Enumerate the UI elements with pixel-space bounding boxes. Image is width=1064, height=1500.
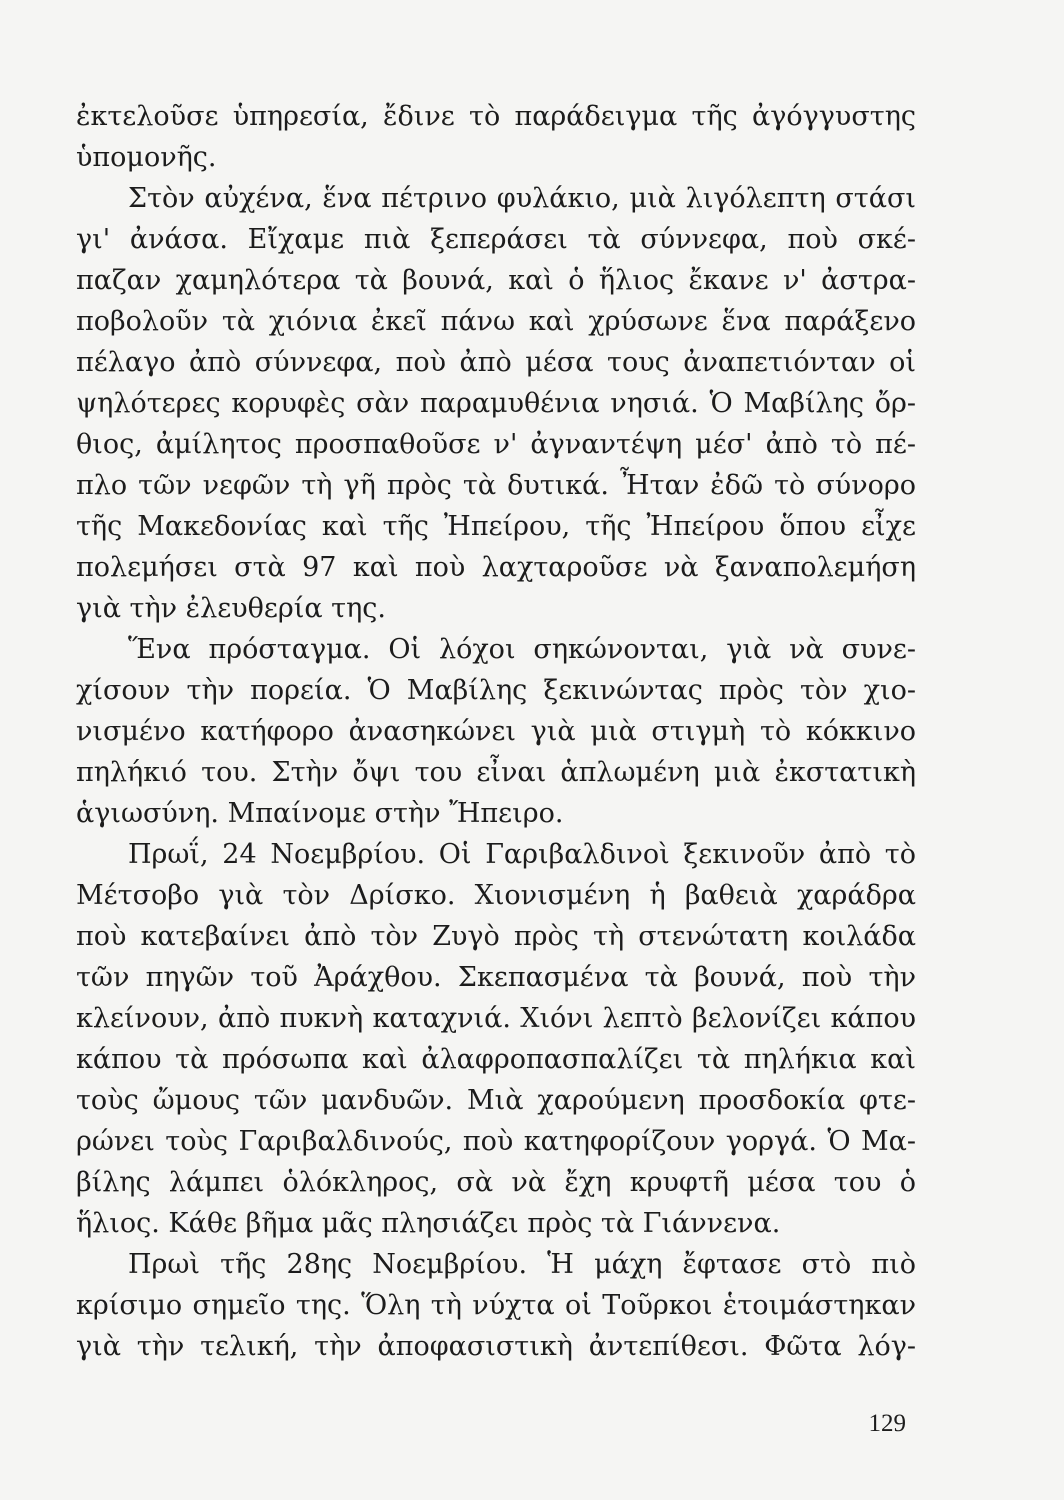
text-line-1: ἐκτελοῦσε ὑπηρεσία, ἔδινε τὸ παράδειγμα τῆς ἀγόγγυστης [76, 101, 916, 132]
text-line-13: γιὰ τὴν ἐλευθερία της. [76, 593, 386, 624]
text-line-5: παζαν χαμηλότερα τὰ βουνά, καὶ ὁ ἥλιος ἔκανε ν' ἀστρα- [76, 265, 916, 296]
text-line-9: θιος, ἀμίλητος προσπαθοῦσε ν' ἀγναντέψη μέσ' ἀπὸ τὸ πέ- [76, 429, 916, 460]
text-line-21: ποὺ κατεβαίνει ἀπὸ τὸν Ζυγὸ πρὸς τὴ στενώτατη κοιλάδα [76, 921, 916, 952]
page-number: 129 [868, 1410, 906, 1437]
text-line-22: τῶν πηγῶν τοῦ Ἀράχθου. Σκεπασμένα τὰ βουνά, ποὺ τὴν [76, 962, 916, 993]
text-line-11: τῆς Μακεδονίας καὶ τῆς Ἠπείρου, τῆς Ἠπείρου ὅπου εἶχε [76, 511, 916, 542]
text-line-29: Πρωὶ τῆς 28ης Νοεμβρίου. Ἡ μάχη ἔφτασε στὸ πιὸ [128, 1249, 916, 1280]
text-line-14: Ἕνα πρόσταγμα. Οἱ λόχοι σηκώνονται, γιὰ νὰ συνε- [128, 634, 916, 665]
text-line-8: ψηλότερες κορυφὲς σὰν παραμυθένια νησιά. Ὁ Μαβίλης ὄρ- [76, 388, 916, 419]
text-line-4: γι' ἀνάσα. Εἴχαμε πιὰ ξεπεράσει τὰ σύννεφα, ποὺ σκέ- [76, 224, 916, 255]
body-text [76, 96, 916, 1367]
text-line-15: χίσουν τὴν πορεία. Ὁ Μαβίλης ξεκινώντας πρὸς τὸν χιο- [76, 675, 916, 706]
text-line-3: Στὸν αὐχένα, ἕνα πέτρινο φυλάκιο, μιὰ λιγόλεπτη στάσι [128, 183, 916, 214]
text-line-2: ὑπομονῆς. [76, 142, 217, 173]
text-line-20: Μέτσοβο γιὰ τὸν Δρίσκο. Χιονισμένη ἡ βαθειὰ χαράδρα [76, 880, 916, 911]
text-line-18: ἁγιωσύνη. Μπαίνομε στὴν Ἤπειρο. [76, 798, 564, 829]
text-line-26: ρώνει τοὺς Γαριβαλδινούς, ποὺ κατηφορίζουν γοργά. Ὁ Μα- [76, 1126, 916, 1157]
text-line-6: ποβολοῦν τὰ χιόνια ἐκεῖ πάνω καὶ χρύσωνε ἕνα παράξενο [76, 306, 916, 337]
text-line-24: κάπου τὰ πρόσωπα καὶ ἀλαφροπασπαλίζει τὰ πηλήκια καὶ [76, 1044, 916, 1075]
text-line-28: ἥλιος. Κάθε βῆμα μᾶς πλησιάζει πρὸς τὰ Γιάννενα. [76, 1208, 781, 1239]
text-line-30: κρίσιμο σημεῖο της. Ὅλη τὴ νύχτα οἱ Τοῦρκοι ἑτοιμάστηκαν [76, 1290, 916, 1321]
text-line-17: πηλήκιό του. Στὴν ὄψι του εἶναι ἁπλωμένη μιὰ ἐκστατικὴ [76, 757, 916, 788]
text-line-31: γιὰ τὴν τελική, τὴν ἀποφασιστικὴ ἀντεπίθεσι. Φῶτα λόγ- [76, 1331, 916, 1362]
text-line-16: νισμένο κατήφορο ἀνασηκώνει γιὰ μιὰ στιγμὴ τὸ κόκκινο [76, 716, 916, 747]
text-line-7: πέλαγο ἀπὸ σύννεφα, ποὺ ἀπὸ μέσα τους ἀναπετιόνταν οἱ [76, 347, 916, 378]
text-line-19: Πρωΐ, 24 Νοεμβρίου. Οἱ Γαριβαλδινοὶ ξεκινοῦν ἀπὸ τὸ [128, 839, 916, 870]
text-line-25: τοὺς ὤμους τῶν μανδυῶν. Μιὰ χαρούμενη προσδοκία φτε- [76, 1085, 916, 1116]
text-line-23: κλείνουν, ἀπὸ πυκνὴ καταχνιά. Χιόνι λεπτὸ βελονίζει κάπου [76, 1003, 916, 1034]
text-line-27: βίλης λάμπει ὁλόκληρος, σὰ νὰ ἔχη κρυφτῆ μέσα του ὁ [76, 1167, 916, 1198]
text-line-12: πολεμήσει στὰ 97 καὶ ποὺ λαχταροῦσε νὰ ξαναπολεμήση [76, 552, 916, 583]
text-line-10: πλο τῶν νεφῶν τὴ γῆ πρὸς τὰ δυτικά. Ἦταν ἐδῶ τὸ σύνορο [76, 470, 916, 501]
